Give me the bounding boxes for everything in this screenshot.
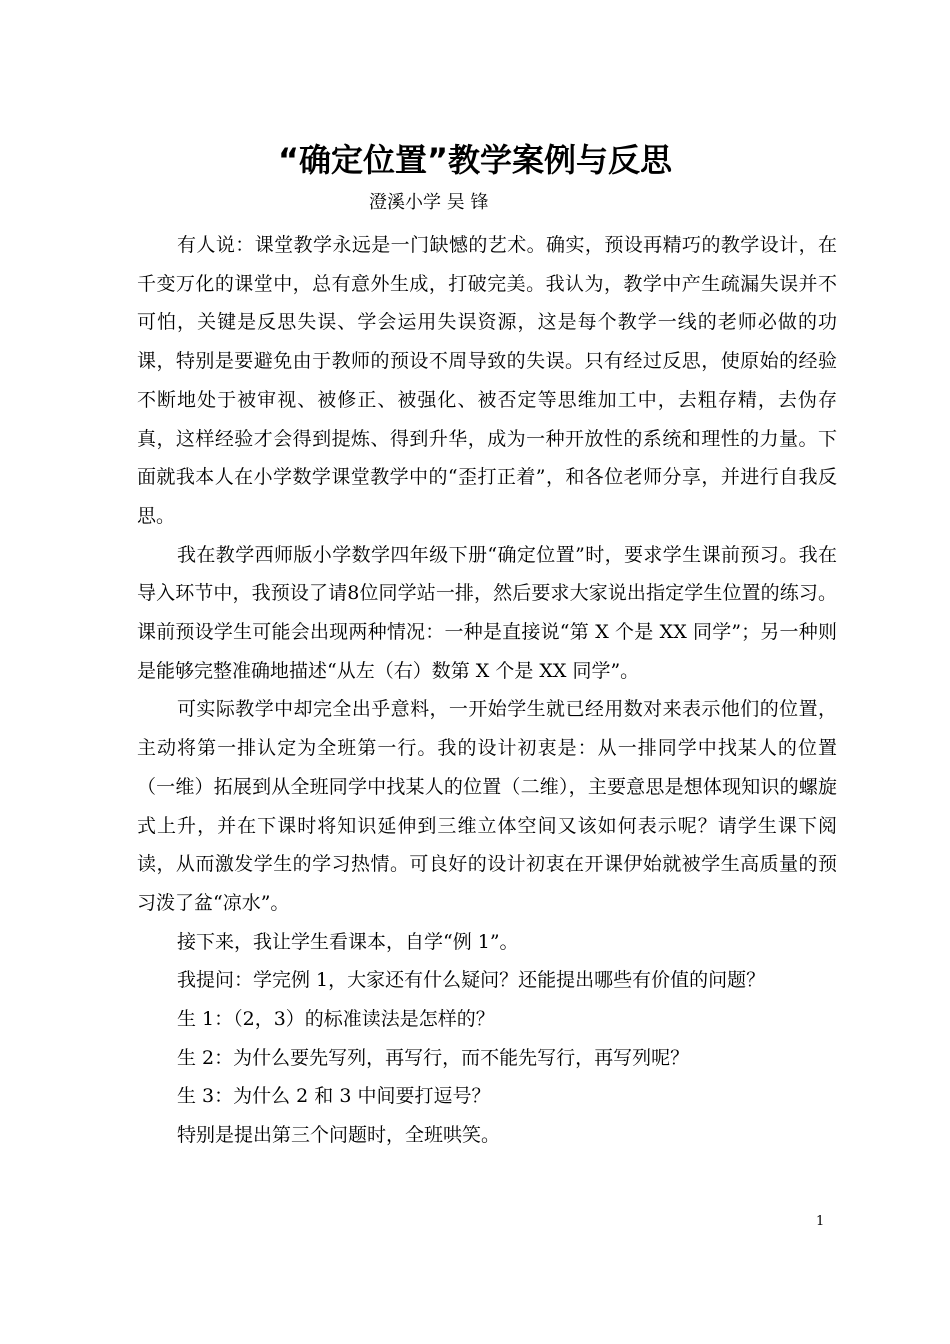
dialogue-line: 特别是提出第三个问题时，全班哄笑。 xyxy=(177,1124,501,1147)
paragraph: 我在教学西师版小学数学四年级下册“确定位置”时，要求学生课前预习。我在导入环节中，我预设了请8位同学站一排，然后要求大家说出指定学生位置的练习。课前预设学生可能会出现两种情况：一种是直接说“第 X 个是 XX 同学”；另一种则是能够完整准确地描述“从左（右）数第 X 个是 XX 同学”。 xyxy=(137,543,837,682)
dialogue-line: 接下来，我让学生看课本，自学“例 1”。 xyxy=(177,930,519,953)
page-number: 1 xyxy=(816,1214,825,1229)
dialogue-line: 生 3：为什么 2 和 3 中间要打逗号？ xyxy=(177,1085,491,1108)
document-body xyxy=(137,226,837,1155)
document-title: “确定位置”教学案例与反思 xyxy=(277,141,673,179)
author-line: 澄溪小学 吴 锋 xyxy=(369,192,489,213)
paragraph: 有人说：课堂教学永远是一门缺憾的艺术。确实，预设再精巧的教学设计，在千变万化的课堂中，总有意外生成，打破完美。我认为，教学中产生疏漏失误并不可怕，关键是反思失误、学会运用失误资源，这是每个教学一线的老师必做的功课，特别是要避免由于教师的预设不周导致的失误。只有经过反思，使原始的经验不断地处于被审视、被修正、被强化、被否定等思维加工中，去粗存精，去伪存真，这样经验才会得到提炼、得到升华，成为一种开放性的系统和理性的力量。下面就我本人在小学数学课堂教学中的“歪打正着”，和各位老师分享，并进行自我反思。 xyxy=(137,234,837,527)
dialogue-line: 生 2：为什么要先写列，再写行，而不能先写行，再写列呢？ xyxy=(177,1046,690,1069)
paragraph: 可实际教学中却完全出乎意料，一开始学生就已经用数对来表示他们的位置，主动将第一排认定为全班第一行。我的设计初衷是：从一排同学中找某人的位置（一维）拓展到从全班同学中找某人的位置（二维），主要意思是想体现知识的螺旋式上升，并在下课时将知识延伸到三维立体空间又该如何表示呢？请学生课下阅读，从而激发学生的学习热情。可良好的设计初衷在开课伊始就被学生高质量的预习泼了盆“凉水”。 xyxy=(137,698,837,914)
dialogue-line: 生 1：（2，3）的标准读法是怎样的？ xyxy=(177,1008,495,1031)
dialogue-line: 我提问：学完例 1，大家还有什么疑问？还能提出哪些有价值的问题？ xyxy=(177,969,766,992)
